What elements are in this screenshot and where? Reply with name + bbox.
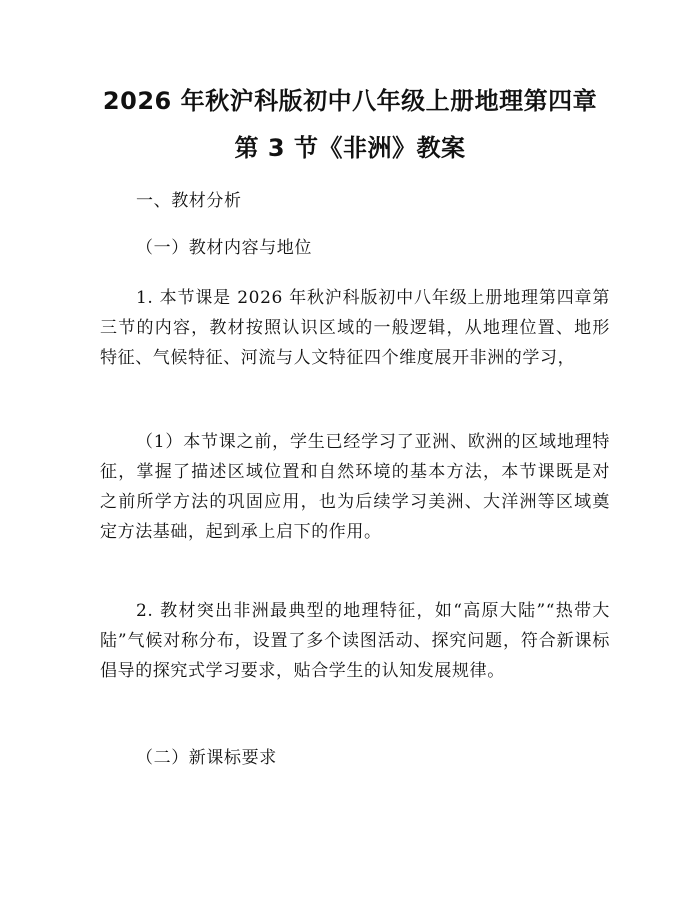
paragraph-2: （1）本节课之前，学生已经学习了亚洲、欧洲的区域地理特征，掌握了描述区域位置和自然环境的基本方法，本节课既是对之前所学方法的巩固应用，也为后续学习美洲、大洋洲等区域奠定方法基础，起到承上启下的作用。 [100,432,610,542]
paragraph-3: 2. 教材突出非洲最典型的地理特征，如“高原大陆”“热带大陆”气候对称分布，设置了多个读图活动、探究问题，符合新课标倡导的探究式学习要求，贴合学生的认知发展规律。 [100,601,610,681]
document-title-line1: 2026 年秋沪科版初中八年级上册地理第四章 [102,87,598,115]
section-heading-teaching-material-analysis: 一、教材分析 [136,191,242,211]
paragraph-1: 1. 本节课是 2026 年秋沪科版初中八年级上册地理第四章第三节的内容，教材按照认识区域的一般逻辑，从地理位置、地形特征、气候特征、河流与人文特征四个维度展开非洲的学习， [100,288,610,368]
subsection-heading-content-and-position: （一）教材内容与地位 [136,238,312,258]
subsection-heading-curriculum-requirements: （二）新课标要求 [136,748,277,768]
document-title-line2: 第 3 节《非洲》教案 [234,134,466,162]
